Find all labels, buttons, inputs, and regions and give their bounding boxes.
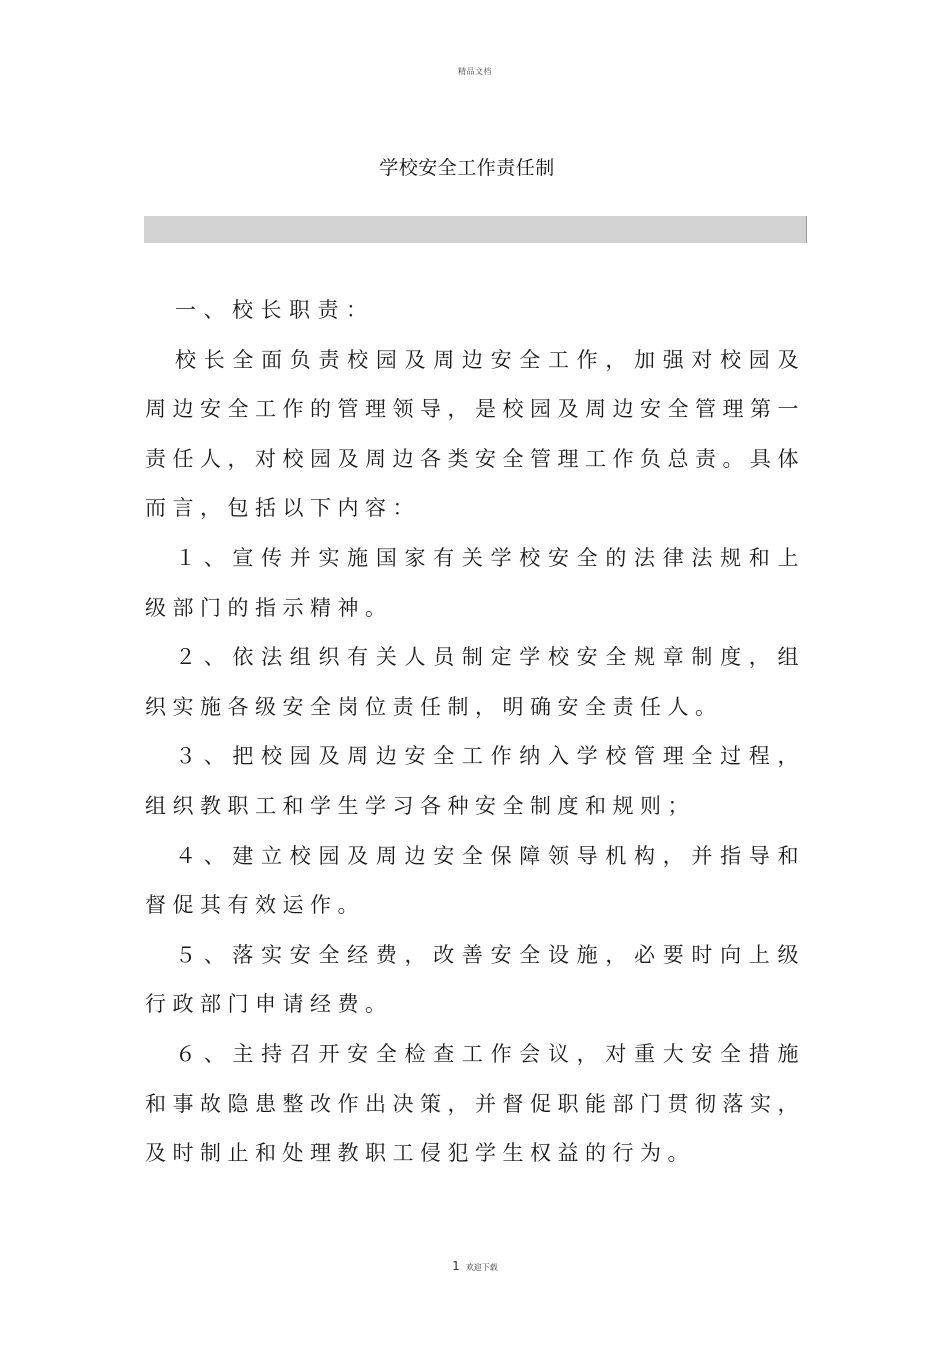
header-watermark: 精品文档 xyxy=(458,67,492,76)
footer-text: 欢迎下载 xyxy=(465,1263,498,1272)
paragraph-item-3: ３、把校园及周边安全工作纳入学校管理全过程，组织教职工和学生学习各种安全制度和规则； xyxy=(145,744,805,818)
paragraph-item-6: ６、主持召开安全检查工作会议，对重大安全措施和事故隐患整改作出决策，并督促职能部门贯彻落实，及时制止和处理教职工侵犯学生权益的行为。 xyxy=(145,1041,805,1166)
paragraph-item-2: ２、依法组织有关人员制定学校安全规章制度，组织实施各级安全岗位责任制，明确安全责任人。 xyxy=(145,645,805,719)
document-title: 学校安全工作责任制 xyxy=(379,157,555,179)
grey-divider-band xyxy=(144,216,807,243)
section-heading: 一、校长职责： xyxy=(175,298,375,322)
paragraph-intro: 校长全面负责校园及周边安全工作，加强对校园及周边安全工作的管理领导，是校园及周边安全管理第一责任人，对校园及周边各类安全管理工作负总责。具体而言，包括以下内容： xyxy=(145,347,805,521)
paragraph-item-5: ５、落实安全经费，改善安全设施，必要时向上级行政部门申请经费。 xyxy=(145,942,805,1017)
paragraph-item-4: ４、建立校园及周边安全保障领导机构，并指导和督促其有效运作。 xyxy=(145,843,805,918)
document-body xyxy=(145,286,805,1179)
page-number: 1 xyxy=(452,1259,460,1273)
page-footer xyxy=(0,1259,950,1273)
paragraph-item-1: １、宣传并实施国家有关学校安全的法律法规和上级部门的指示精神。 xyxy=(145,545,805,620)
